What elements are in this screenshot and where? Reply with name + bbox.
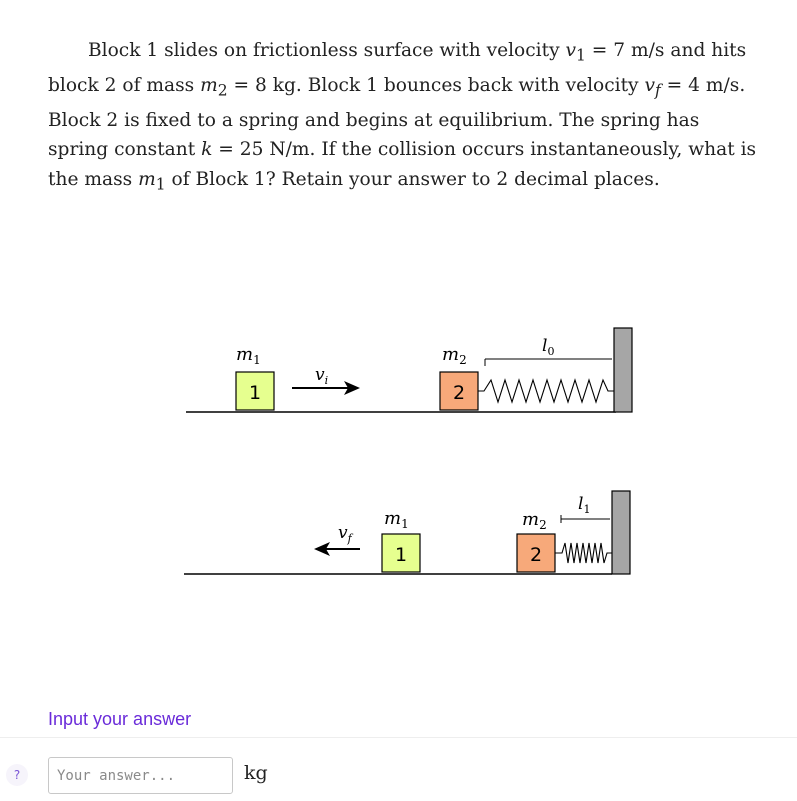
problem-statement: Block 1 slides on frictionless surface with velocity $v_1 = 7$ m/s and hits block 2 of mass $m_2 = 8$ kg. Block 1 bounces back with velocity $v_f = 4$ m/s. Block 2 is fixed to a spring and begins at equilibrium. The spring has spring constant k = 25 N/m. If the collision occurs instantaneously, what is the mass $m_1$ of Block 1? Retain your answer to 2 decimal places.	[48, 40, 757, 194]
after-collision-scene	[184, 491, 630, 574]
block-1-label: 1	[394, 544, 408, 566]
initial-velocity-label: $v_i$	[315, 365, 329, 387]
length-l1-label: $l_1$	[578, 494, 591, 516]
wall	[614, 328, 632, 412]
block-2-label: 2	[529, 544, 543, 566]
length-l0-label: $l_0$	[542, 336, 555, 358]
divider	[0, 737, 797, 738]
spring	[478, 380, 614, 402]
length-marker	[561, 515, 610, 523]
collision-figure	[180, 320, 640, 585]
block-2-label: 2	[452, 382, 466, 404]
mass-1-label: $m_1$	[384, 508, 409, 531]
mass-2-label: $m_2$	[522, 509, 547, 532]
block-1-label: 1	[248, 382, 262, 404]
compressed-spring	[555, 543, 612, 563]
velocity-arrow-left-icon	[314, 542, 360, 556]
unit-label: kg	[244, 762, 268, 784]
mass-1-label: $m_1$	[236, 344, 261, 367]
before-collision-scene	[186, 328, 632, 412]
help-icon[interactable]: ?	[6, 764, 28, 786]
answer-input[interactable]	[48, 757, 233, 794]
answer-heading: Input your answer	[48, 709, 192, 729]
length-marker	[485, 359, 612, 366]
final-velocity-label: $v_f$	[338, 523, 352, 545]
mass-2-label: $m_2$	[442, 344, 467, 367]
wall	[612, 491, 630, 574]
